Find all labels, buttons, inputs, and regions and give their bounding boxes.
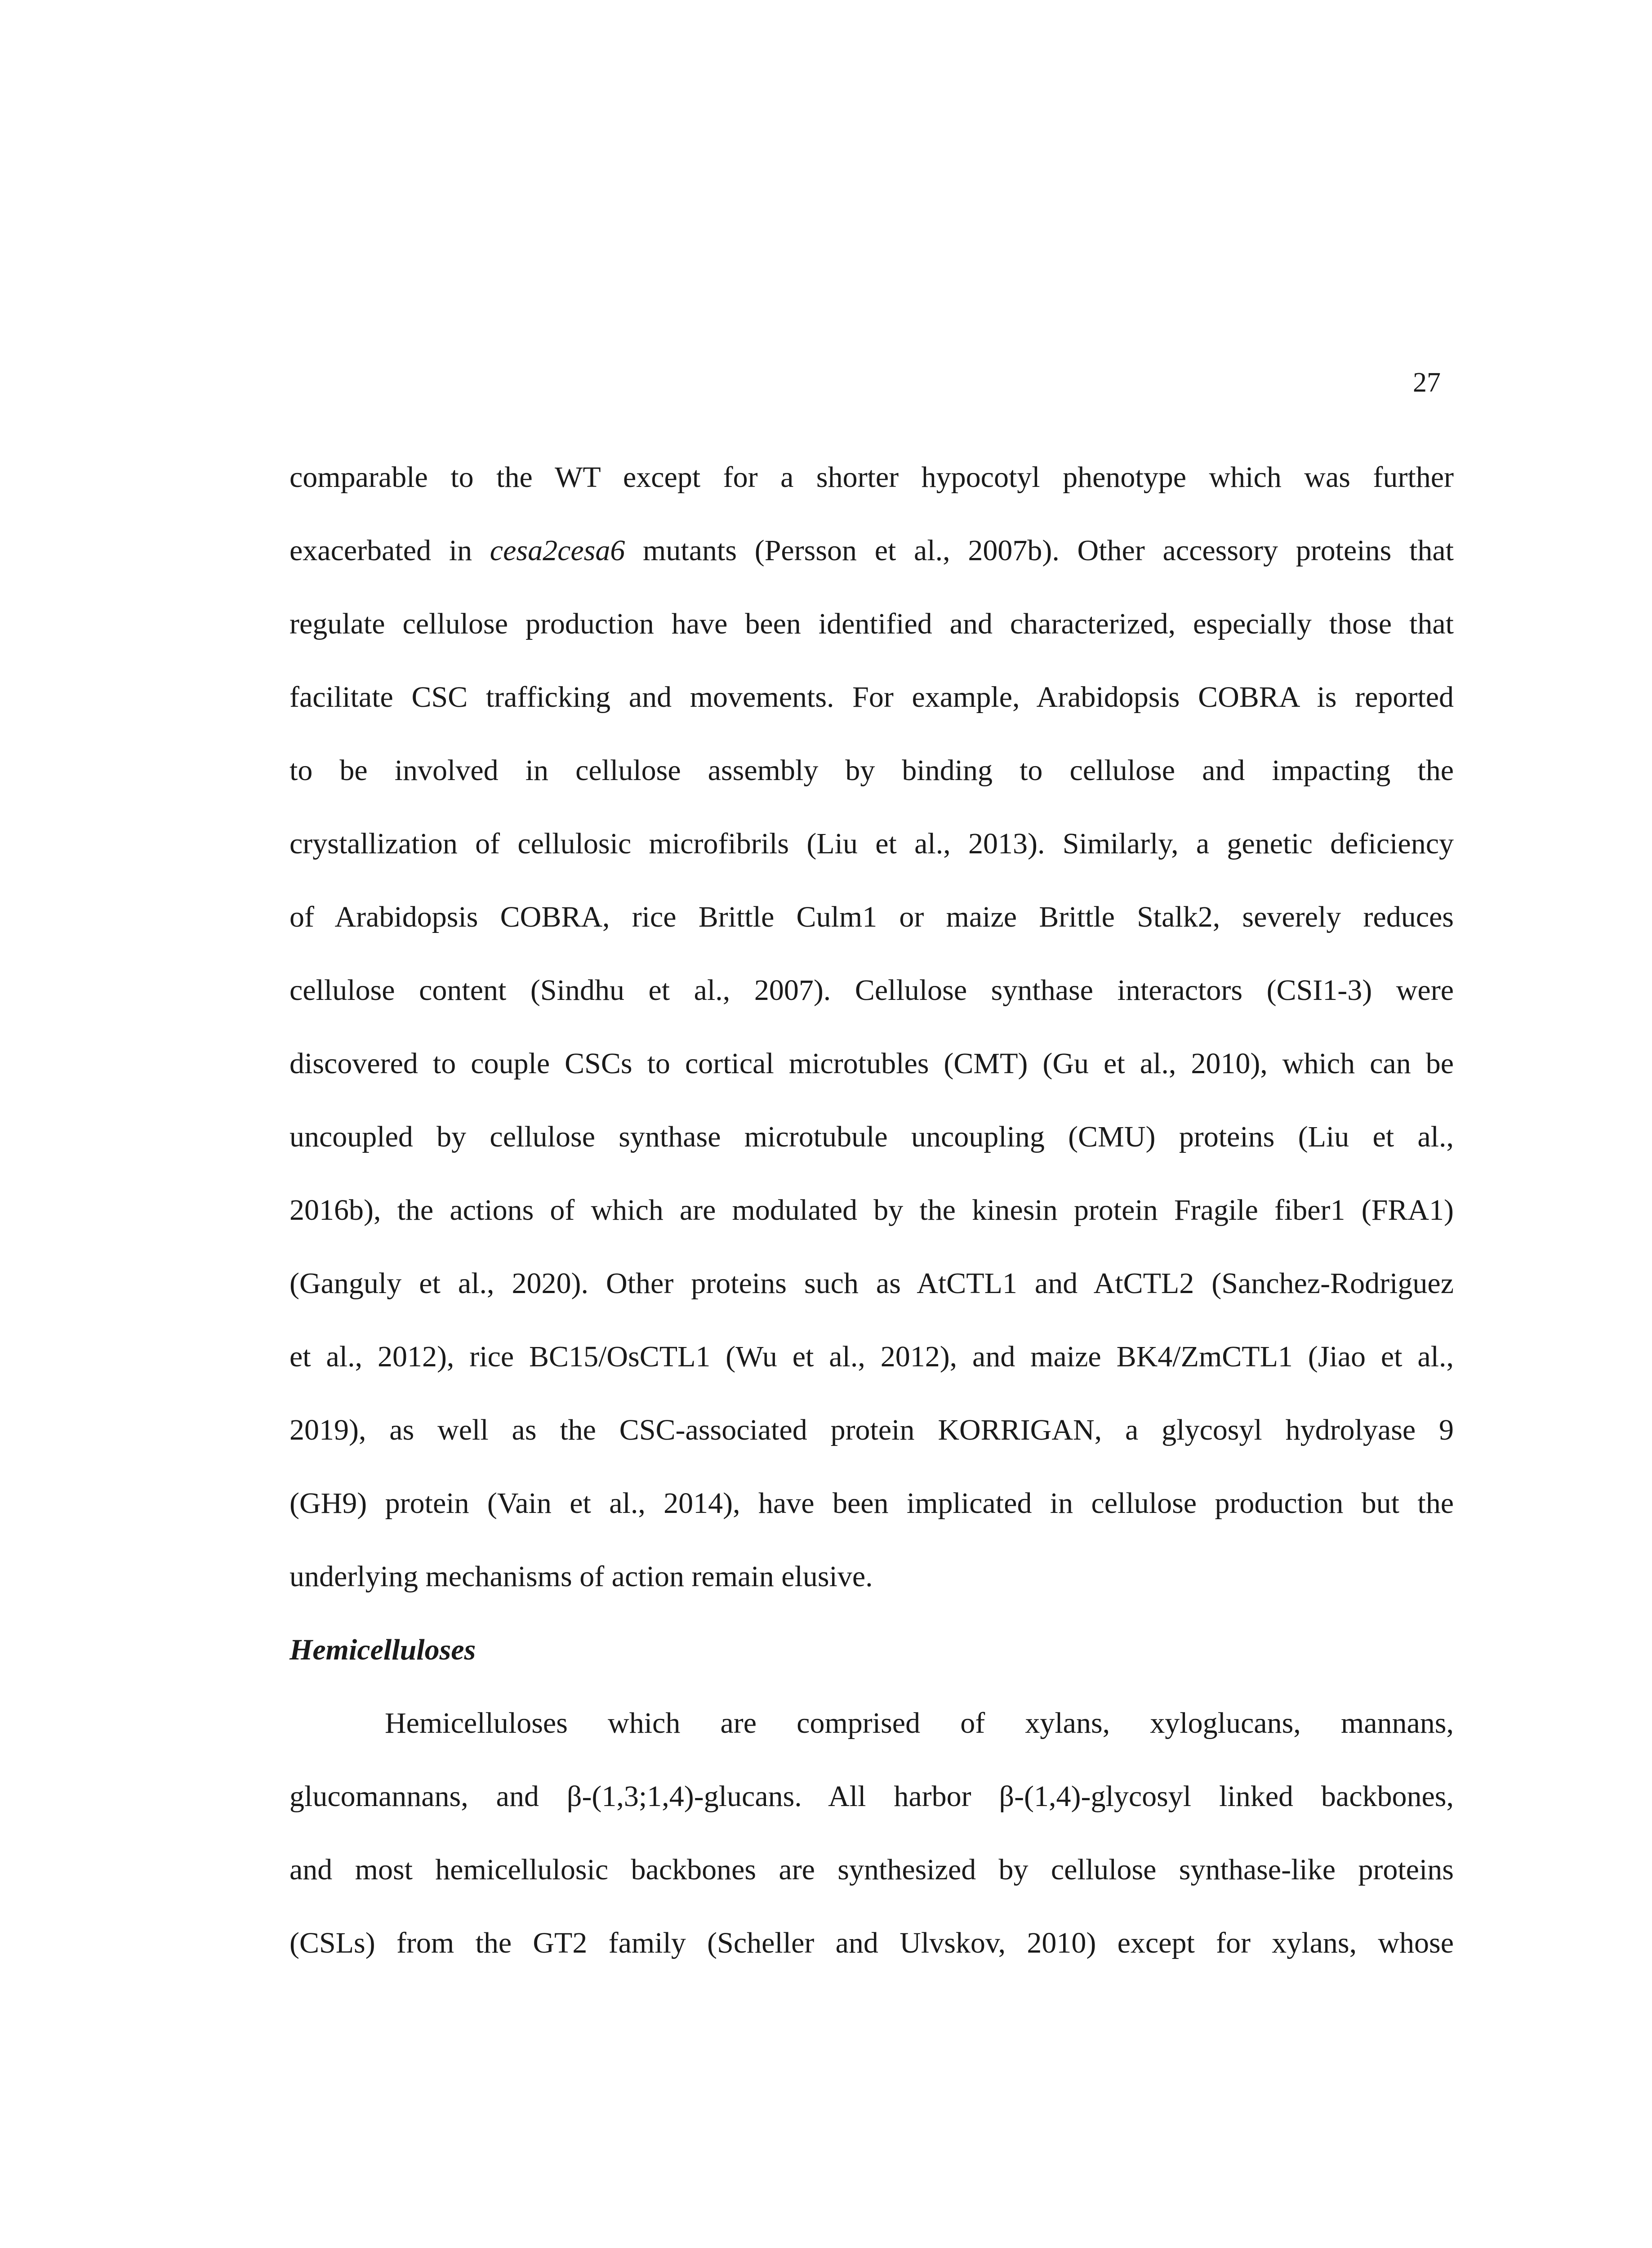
text-line: uncoupled by cellulose synthase microtubule uncoupling (CMU) proteins (Liu et al.,	[289, 1120, 1454, 1153]
text-segment: mutants (Persson et al., 2007b). Other accessory proteins that	[625, 534, 1454, 567]
text-line: discovered to couple CSCs to cortical microtubles (CMT) (Gu et al., 2010), which can be	[289, 1047, 1454, 1080]
text-line: and most hemicellulosic backbones are synthesized by cellulose synthase-like proteins	[289, 1853, 1454, 1886]
text-line: Hemicelluloses which are comprised of xylans, xyloglucans, mannans,	[385, 1707, 1454, 1740]
section-heading: Hemicelluloses	[289, 1633, 476, 1666]
text-line: et al., 2012), rice BC15/OsCTL1 (Wu et al., 2012), and maize BK4/ZmCTL1 (Jiao et al.,	[289, 1340, 1454, 1373]
text-line: to be involved in cellulose assembly by binding to cellulose and impacting the	[289, 754, 1454, 787]
body-text	[289, 441, 1454, 1980]
text-line: 2019), as well as the CSC-associated protein KORRIGAN, a glycosyl hydrolyase 9	[289, 1414, 1454, 1446]
text-line: facilitate CSC trafficking and movements. For example, Arabidopsis COBRA is reported	[289, 681, 1454, 714]
text-line: comparable to the WT except for a shorter hypocotyl phenotype which was further	[289, 461, 1454, 494]
text-line: of Arabidopsis COBRA, rice Brittle Culm1 or maize Brittle Stalk2, severely reduces	[289, 901, 1454, 933]
text-line: (GH9) protein (Vain et al., 2014), have been implicated in cellulose production but the	[289, 1487, 1454, 1520]
text-segment: exacerbated in	[289, 534, 490, 567]
page-number: 27	[1413, 367, 1441, 398]
gene-name-italic: cesa2cesa6	[490, 534, 625, 567]
text-line: glucomannans, and β-(1,3;1,4)-glucans. All harbor β-(1,4)-glycosyl linked backbones,	[289, 1780, 1454, 1813]
text-line: crystallization of cellulosic microfibrils (Liu et al., 2013). Similarly, a genetic deficiency	[289, 827, 1454, 860]
text-line	[289, 514, 1454, 587]
text-line: 2016b), the actions of which are modulated by the kinesin protein Fragile fiber1 (FRA1)	[289, 1194, 1454, 1227]
text-line: regulate cellulose production have been identified and characterized, especially those that	[289, 607, 1454, 640]
text-line: (CSLs) from the GT2 family (Scheller and Ulvskov, 2010) except for xylans, whose	[289, 1927, 1454, 1959]
text-line: cellulose content (Sindhu et al., 2007). Cellulose synthase interactors (CSI1-3) were	[289, 974, 1454, 1007]
text-line: (Ganguly et al., 2020). Other proteins such as AtCTL1 and AtCTL2 (Sanchez-Rodriguez	[289, 1267, 1454, 1300]
text-line: underlying mechanisms of action remain elusive.	[289, 1560, 873, 1593]
